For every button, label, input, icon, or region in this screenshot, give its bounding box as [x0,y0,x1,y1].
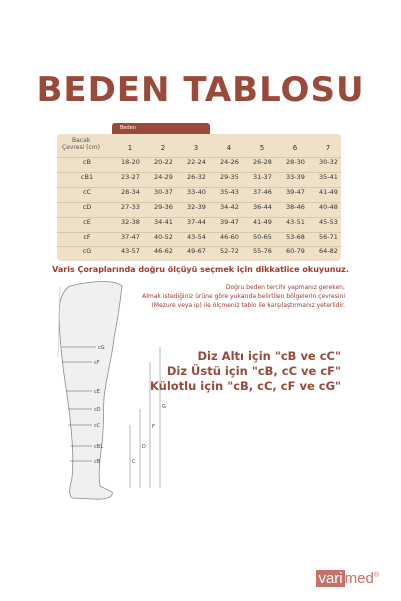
column-header: 7 [325,144,331,152]
instruction-above-knee: Diz Üstü için "cB, cC ve cF" [166,364,341,378]
table-cell: 32-39 [187,203,206,211]
table-cell: 22-24 [187,158,206,166]
table-cell: 46-60 [220,233,239,241]
table-cell: 30-37 [154,188,173,196]
table-cell: 52-72 [220,247,239,255]
leg-outline [59,282,122,500]
row-label: cC [82,188,92,196]
row-label: cB1 [80,173,94,181]
label-cE: cE [94,389,100,395]
table-cell: 29-36 [154,203,173,211]
row-label: cF [83,233,91,241]
table-cell: 26-32 [187,173,206,181]
label-F: F [152,424,155,430]
table-cell: 35-41 [319,173,338,181]
table-cell: 37-46 [253,188,272,196]
table-cell: 40-52 [154,233,173,241]
label-cB1: cB1 [94,444,104,450]
table-cell: 33-40 [187,188,206,196]
table-cell: 45-53 [319,218,338,226]
size-tab [112,123,210,134]
table-cell: 46-62 [154,247,173,255]
table-cell: 31-37 [253,173,272,181]
table-cell: 28-34 [121,188,140,196]
instruction-pantyhose: Külotlu için "cB, cC, cF ve cG" [149,379,341,393]
label-C: C [132,459,136,465]
table-cell: 33-39 [286,173,305,181]
label-cC: cC [94,423,101,429]
page-title: BEDEN TABLOSU [36,70,365,110]
table-cell: 43-51 [286,218,305,226]
table-cell: 35-43 [220,188,239,196]
table-cell: 53-68 [286,233,305,241]
row-label: cB [82,158,92,166]
table-cell: 24-26 [220,158,239,166]
table-cell: 41-49 [319,188,338,196]
table-cell: 30-32 [319,158,338,166]
table-cell: 34-42 [220,203,239,211]
size-tab-label: Beden [120,125,136,131]
table-cell: 36-44 [253,203,272,211]
warning-note: Varis Çoraplarında doğru ölçüyü seçmek için dikkatlice okuyunuz. [52,265,349,274]
logo-mark: ® [373,572,379,579]
note-line: Almak istediğiniz ürüne göre yukarıda belirtilen bölgelerin çevresini [142,293,345,300]
column-header: 2 [160,144,166,152]
instruction-below-knee: Diz Altı için "cB ve cC" [197,349,341,363]
table-cell: 38-46 [286,203,305,211]
label-cD: cD [94,407,101,413]
column-header: 1 [127,144,133,152]
label-cG: cG [98,345,105,351]
logo-right: med [344,570,374,587]
header-label-line1: Bacak [72,137,91,144]
table-cell: 24-29 [154,173,173,181]
table-cell: 29-35 [220,173,239,181]
table-cell: 37-44 [187,218,206,226]
table-cell: 39-47 [220,218,239,226]
table-cell: 50-65 [253,233,272,241]
column-header: 3 [193,144,199,152]
leg-diagram [40,278,190,510]
table-cell: 23-27 [121,173,140,181]
table-cell: 20-22 [154,158,173,166]
size-table [57,134,341,261]
table-cell: 41-49 [253,218,272,226]
column-header: 6 [292,144,298,152]
table-cell: 43-57 [121,247,140,255]
table-header-label [62,137,100,151]
table-cell: 49-67 [187,247,206,255]
column-header: 4 [226,144,232,152]
table-cell: 34-41 [154,218,173,226]
table-cell: 56-71 [319,233,338,241]
table-cell: 39-47 [286,188,305,196]
table-cell: 43-54 [187,233,206,241]
label-cB: cB [94,459,101,465]
brand-logo [316,570,379,587]
table-cell: 60-79 [286,247,305,255]
logo-left: vari [318,570,343,587]
header-label-line2: Çevresi (cm) [62,144,100,151]
note-line: (Mezure veya ip) ile ölçmeniz tablo ile karşılaştırmanız yeterlidir. [151,302,345,309]
table-cell: 40-48 [319,203,338,211]
table-cell: 26-28 [253,158,272,166]
table-cell: 37-47 [121,233,140,241]
column-header: 5 [259,144,265,152]
label-cF: cF [94,360,100,366]
table-cell: 55-76 [253,247,272,255]
label-G: G [162,404,166,410]
table-cell: 28-30 [286,158,305,166]
table-cell: 27-33 [121,203,140,211]
table-cell: 32-38 [121,218,140,226]
table-cell: 18-20 [121,158,140,166]
label-D: D [142,444,146,450]
table-cell: 64-82 [319,247,338,255]
row-label: cG [82,247,92,255]
row-label: cD [82,203,92,211]
row-label: cE [83,218,91,226]
note-line: Doğru beden tercihi yapmanız gereken; [225,284,345,291]
